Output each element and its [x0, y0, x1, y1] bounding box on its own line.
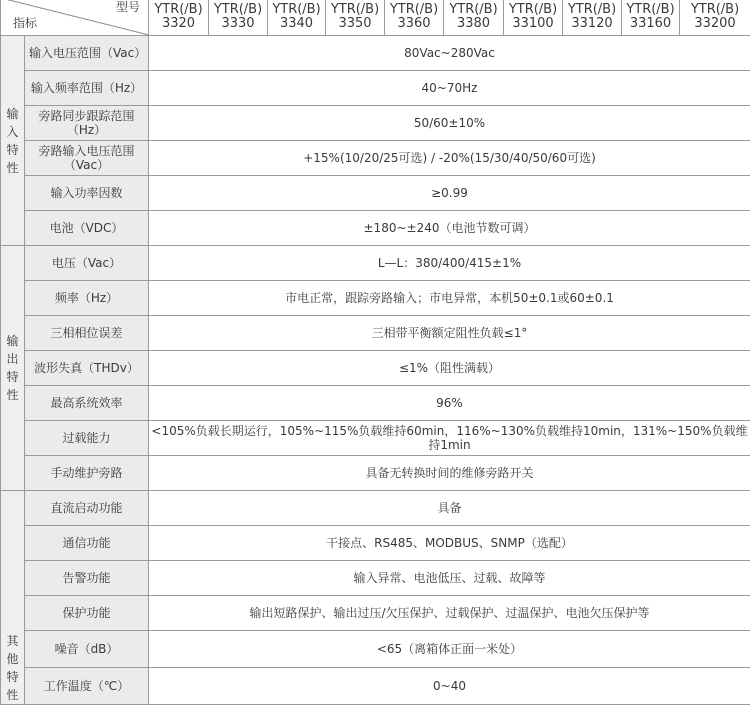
- group-label-char: 他: [1, 650, 24, 668]
- spec-row: [1, 71, 750, 106]
- header-corner: [1, 0, 149, 36]
- model-header: [326, 0, 385, 36]
- model-header: [385, 0, 444, 36]
- spec-row: [1, 491, 750, 526]
- param-name: 过载能力: [25, 421, 149, 456]
- spec-row: [1, 526, 750, 561]
- spec-row: [1, 456, 750, 491]
- group-label-char: 性: [1, 686, 24, 704]
- param-value: ≥0.99: [149, 176, 750, 211]
- group-label-char: 特: [1, 141, 24, 159]
- param-name: 最高系统效率: [25, 386, 149, 421]
- param-name: 旁路输入电压范围（Vac）: [25, 141, 149, 176]
- group-label-char: 特: [1, 668, 24, 686]
- group-label-char: 出: [1, 350, 24, 368]
- param-value: L—L：380/400/415±1%: [149, 246, 750, 281]
- param-name: 手动维护旁路: [25, 456, 149, 491]
- group-label-char: 性: [1, 159, 24, 177]
- model-series: YTR(/B): [268, 3, 325, 17]
- spec-row: [1, 176, 750, 211]
- model-number: 3360: [385, 17, 443, 31]
- spec-row: [1, 141, 750, 176]
- model-series: YTR(/B): [504, 3, 562, 17]
- spec-row: [1, 631, 750, 668]
- model-header: [268, 0, 326, 36]
- spec-row: [1, 561, 750, 596]
- param-name: 电池（VDC）: [25, 211, 149, 246]
- param-value: 三相带平衡额定阻性负载≤1°: [149, 316, 750, 351]
- model-header: [622, 0, 680, 36]
- model-header: [209, 0, 268, 36]
- spec-row: [1, 421, 750, 456]
- model-number: 3330: [209, 17, 267, 31]
- spec-row: [1, 246, 750, 281]
- param-value: ±180~±240（电池节数可调）: [149, 211, 750, 246]
- param-value: 具备: [149, 491, 750, 526]
- model-header: [680, 0, 750, 36]
- param-name: 电压（Vac）: [25, 246, 149, 281]
- group-label-char: 特: [1, 368, 24, 386]
- model-series: YTR(/B): [622, 3, 679, 17]
- model-series: YTR(/B): [209, 3, 267, 17]
- param-name: 告警功能: [25, 561, 149, 596]
- model-axis-label: 型号: [116, 0, 140, 14]
- param-name: 直流启动功能: [25, 491, 149, 526]
- param-value: 具备无转换时间的维修旁路开关: [149, 456, 750, 491]
- model-series: YTR(/B): [385, 3, 443, 17]
- spec-row: [1, 316, 750, 351]
- model-series: YTR(/B): [444, 3, 503, 17]
- header-row: [1, 0, 750, 36]
- param-value: 96%: [149, 386, 750, 421]
- param-name: 输入电压范围（Vac）: [25, 36, 149, 71]
- param-value: <65（离箱体正面一米处）: [149, 631, 750, 668]
- param-value: 输出短路保护、输出过压/欠压保护、过载保护、过温保护、电池欠压保护等: [149, 596, 750, 631]
- model-header: [563, 0, 622, 36]
- spec-row: [1, 386, 750, 421]
- model-header: [149, 0, 209, 36]
- model-number: 3380: [444, 17, 503, 31]
- model-number: 3350: [326, 17, 384, 31]
- model-number: 33100: [504, 17, 562, 31]
- model-series: YTR(/B): [149, 3, 208, 17]
- model-number: 33200: [680, 17, 750, 31]
- param-name: 工作温度（℃）: [25, 668, 149, 705]
- group-label-char: 输: [1, 105, 24, 123]
- param-name: 波形失真（THDv）: [25, 351, 149, 386]
- model-header: [444, 0, 504, 36]
- spec-row: [1, 281, 750, 316]
- param-value: 输入异常、电池低压、过载、故障等: [149, 561, 750, 596]
- index-axis-label: 指标: [13, 16, 37, 30]
- param-value: 50/60±10%: [149, 106, 750, 141]
- param-name: 频率（Hz）: [25, 281, 149, 316]
- param-value: 干接点、RS485、MODBUS、SNMP（选配）: [149, 526, 750, 561]
- model-number: 3340: [268, 17, 325, 31]
- param-value: <105%负载长期运行，105%~115%负载维持60min，116%~130%负载维持10min，131%~150%负载维持1min: [149, 421, 750, 456]
- param-name: 保护功能: [25, 596, 149, 631]
- param-value: 0~40: [149, 668, 750, 705]
- model-series: YTR(/B): [680, 3, 750, 17]
- group-label-char: 性: [1, 386, 24, 404]
- param-value: 市电正常，跟踪旁路输入；市电异常，本机50±0.1或60±0.1: [149, 281, 750, 316]
- param-name: 通信功能: [25, 526, 149, 561]
- param-value: 80Vac~280Vac: [149, 36, 750, 71]
- spec-row: [1, 106, 750, 141]
- param-value: ≤1%（阻性满载）: [149, 351, 750, 386]
- model-number: 33160: [622, 17, 679, 31]
- group-label-char: 其: [1, 632, 24, 650]
- param-name: 输入功率因数: [25, 176, 149, 211]
- param-value: +15%(10/20/25可选) / -20%(15/30/40/50/60可选): [149, 141, 750, 176]
- param-value: 40~70Hz: [149, 71, 750, 106]
- group-label-char: 输: [1, 332, 24, 350]
- group-label-other: [1, 491, 25, 705]
- spec-row: [1, 596, 750, 631]
- group-label-char: 入: [1, 123, 24, 141]
- model-series: YTR(/B): [326, 3, 384, 17]
- spec-row: [1, 351, 750, 386]
- param-name: 旁路同步跟踪范围（Hz）: [25, 106, 149, 141]
- model-series: YTR(/B): [563, 3, 621, 17]
- spec-row: [1, 36, 750, 71]
- group-label-input: [1, 36, 25, 246]
- model-number: 3320: [149, 17, 208, 31]
- param-name: 输入频率范围（Hz）: [25, 71, 149, 106]
- spec-row: [1, 668, 750, 705]
- spec-row: [1, 211, 750, 246]
- group-label-output: [1, 246, 25, 491]
- model-header: [504, 0, 563, 36]
- param-name: 噪音（dB）: [25, 631, 149, 668]
- param-name: 三相相位误差: [25, 316, 149, 351]
- model-number: 33120: [563, 17, 621, 31]
